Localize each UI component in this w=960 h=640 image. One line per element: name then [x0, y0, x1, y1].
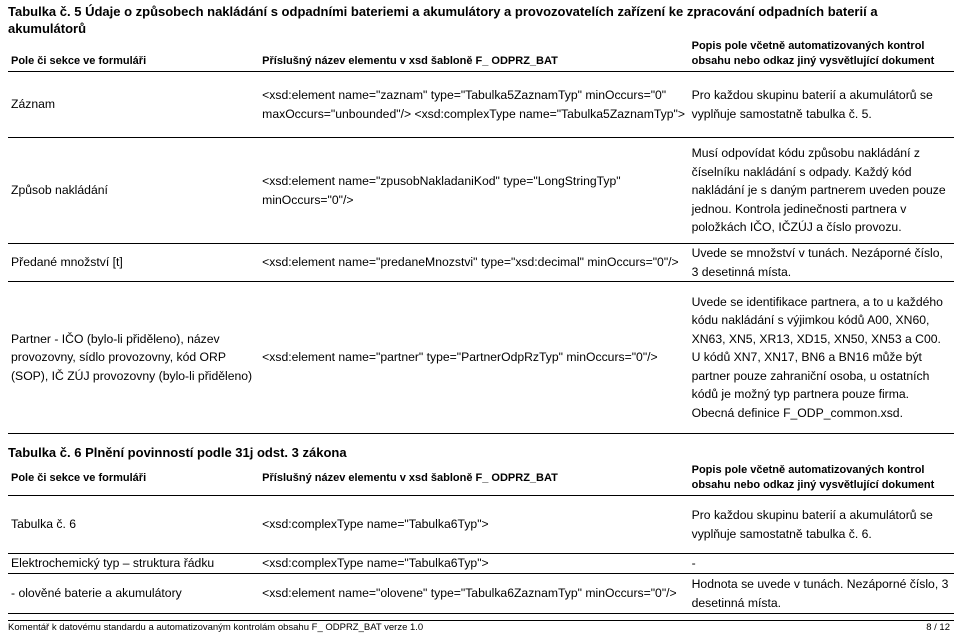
- table6-row2-description: -: [689, 554, 954, 574]
- table-row: [8, 138, 954, 244]
- table-row: [8, 72, 954, 138]
- table5-header-element: Příslušný název elementu v xsd šabloně F_ ODPRZ_BAT: [259, 37, 688, 72]
- table-row: [8, 554, 954, 574]
- table6-caption: Tabulka č. 6 Plnění povinností podle 31j odst. 3 zákona: [8, 445, 347, 460]
- table6-row3-description: Hodnota se uvede v tunách. Nezáporné číslo, 3 desetinná místa.: [689, 574, 954, 614]
- table5-row2-element: <xsd:element name="zpusobNakladaniKod" type="LongStringTyp" minOccurs="0"/>: [259, 138, 688, 244]
- page-footer: [8, 620, 954, 635]
- table6-row1-element: <xsd:complexType name="Tabulka6Typ">: [259, 496, 688, 554]
- table-row: [8, 496, 954, 554]
- table6-row3-field: - olověné baterie a akumulátory: [8, 574, 259, 614]
- table5-header-description: Popis pole včetně automatizovaných kontrol obsahu nebo odkaz jiný vysvětlující dokument: [689, 37, 954, 72]
- table5-caption: Tabulka č. 5 Údaje o způsobech nakládání s odpadními bateriemi a akumulátory a provozovatelích zařízení ke zpracování odpadních baterií a akumulátorů: [8, 4, 878, 36]
- table5-header-field: Pole či sekce ve formuláři: [8, 37, 259, 72]
- table5-row4-description: Uvede se identifikace partnera, a to u každého kódu nakládání s výjimkou kódů A00, XN60, XN63, XN5, XR13, XD15, XN50, XN53 a C00. U kódů XN7, XN17, BN6 a BN16 může být partner pouze zahraniční osoba, u ostatních kódů je možný typ partnera pouze firma. Obecná definice F_ODP_common.xsd.: [689, 282, 954, 434]
- table6-header-element: Příslušný název elementu v xsd šabloně F_ ODPRZ_BAT: [259, 461, 688, 496]
- table6-row2-element: <xsd:complexType name="Tabulka6Typ">: [259, 554, 688, 574]
- table5-row1-description: Pro každou skupinu baterií a akumulátorů se vyplňuje samostatně tabulka č. 5.: [689, 72, 954, 138]
- table6-header-field: Pole či sekce ve formuláři: [8, 461, 259, 496]
- table6-row2-field: Elektrochemický typ – struktura řádku: [8, 554, 259, 574]
- table6-row1-field: Tabulka č. 6: [8, 496, 259, 554]
- table5-row4-field: Partner - IČO (bylo-li přiděleno), název provozovny, sídlo provozovny, kód ORP (SOP), IČ ZÚJ provozovny (bylo-li přiděleno): [8, 282, 259, 434]
- table5-header-row: [8, 37, 954, 72]
- table5-row4-element: <xsd:element name="partner" type="PartnerOdpRzTyp" minOccurs="0"/>: [259, 282, 688, 434]
- footer-text: Komentář k datovému standardu a automatizovaným kontrolám obsahu F_ ODPRZ_BAT verze 1.0: [8, 622, 424, 633]
- table6-row3-element: <xsd:element name="olovene" type="Tabulka6ZaznamTyp" minOccurs="0"/>: [259, 574, 688, 614]
- table-row: [8, 282, 954, 434]
- table-row: [8, 244, 954, 282]
- table-row: [8, 574, 954, 614]
- table6-header-row: [8, 461, 954, 496]
- page-number: 8 / 12: [926, 622, 950, 633]
- table5-row3-description: Uvede se množství v tunách. Nezáporné číslo, 3 desetinná místa.: [689, 244, 954, 282]
- table5-row3-field: Předané množství [t]: [8, 244, 259, 282]
- table6-header-description: Popis pole včetně automatizovaných kontrol obsahu nebo odkaz jiný vysvětlující dokument: [689, 461, 954, 496]
- table5-row3-element: <xsd:element name="predaneMnozstvi" type="xsd:decimal" minOccurs="0"/>: [259, 244, 688, 282]
- table5-row2-field: Způsob nakládání: [8, 138, 259, 244]
- table5: [8, 37, 954, 434]
- document-page: [8, 0, 954, 614]
- table6: [8, 461, 954, 614]
- table6-row1-description: Pro každou skupinu baterií a akumulátorů se vyplňuje samostatně tabulka č. 6.: [689, 496, 954, 554]
- table5-row1-field: Záznam: [8, 72, 259, 138]
- table5-row1-element: <xsd:element name="zaznam" type="Tabulka5ZaznamTyp" minOccurs="0" maxOccurs="unbounded"/> <xsd:complexType name="Tabulka5ZaznamTyp">: [259, 72, 688, 138]
- table5-row2-description: Musí odpovídat kódu způsobu nakládání z číselníku nakládání s odpady. Každý kód nakládání je s daným partnerem uveden pouze jednou. Kontrola jedinečnosti partnera v položkách IČO, IČZÚJ a číslo provozu.: [689, 138, 954, 244]
